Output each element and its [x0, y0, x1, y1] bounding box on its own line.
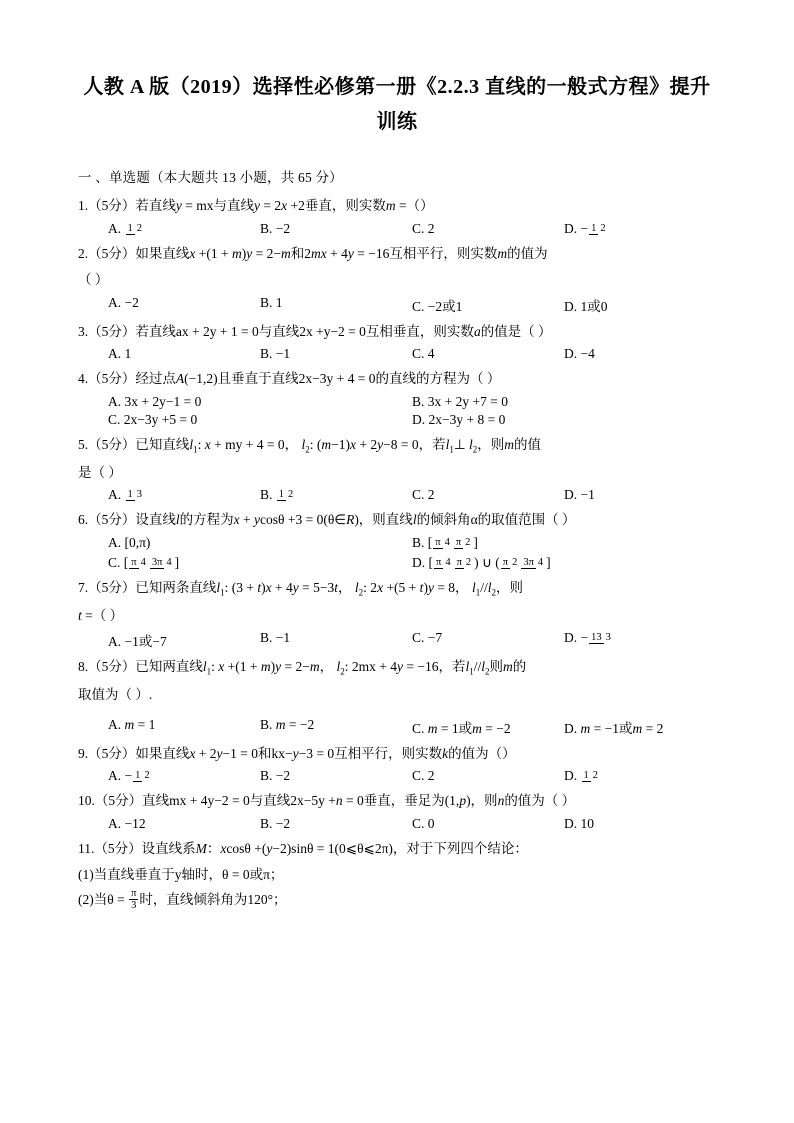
- option-b[interactable]: B. 1: [260, 294, 283, 310]
- option-b[interactable]: B. 1 2: [260, 487, 294, 503]
- question-options: [78, 295, 716, 315]
- option-c[interactable]: C. [ π 4 3π 4 ]: [108, 555, 180, 571]
- question-stem-cont: 取值为（ ）.: [78, 686, 153, 702]
- option-a[interactable]: A. 3x + 2y−1 = 0: [108, 394, 202, 410]
- question-stem: 8.（5分）已知两直线$l_1$: x +(1 + m)y = 2−m， $l_2$: 2mx + 4y = −16，若$l_1//l_2$则m的: [78, 659, 527, 678]
- question-options: [78, 630, 716, 650]
- option-c[interactable]: C. 4: [412, 346, 435, 362]
- option-a[interactable]: A. [0,π): [108, 535, 151, 551]
- page-content: [78, 70, 716, 916]
- option-a[interactable]: A. 1: [108, 346, 132, 362]
- option-c[interactable]: C. −7: [412, 630, 443, 646]
- question-options: [78, 346, 716, 362]
- option-d[interactable]: D. − 1 2: [564, 220, 606, 236]
- question-stem: 1.（5分）若直线y = mx与直线y = 2x +2垂直，则实数m =（）: [78, 198, 434, 213]
- question-stem: 4.（5分）经过点A(−1,2)且垂直于直线2x−3y + 4 = 0的直线的方程为（ ）: [78, 371, 501, 387]
- question-options: [78, 221, 716, 237]
- option-d[interactable]: D. 1或0: [564, 298, 608, 314]
- option-b[interactable]: B. −2: [260, 768, 291, 784]
- option-c[interactable]: C. 2: [412, 768, 435, 784]
- option-d[interactable]: D. − 13 3: [564, 630, 611, 646]
- page-title: 人教 A 版（2019）选择性必修第一册《2.2.3 直线的一般式方程》提升训练: [83, 76, 711, 133]
- question-options-row2: [78, 555, 716, 571]
- option-d[interactable]: D. [ π 4 π 2 ) ∪ ( π 2 3π 4 ]: [412, 555, 551, 571]
- question-options-row2: [78, 412, 716, 428]
- option-c[interactable]: C. 0: [412, 816, 435, 832]
- option-c[interactable]: C. −2或1: [412, 298, 463, 314]
- question-stem: 2.（5分）如果直线x +(1 + m)y = 2−m和2mx + 4y = −16互相平行，则实数m的值为: [78, 245, 548, 261]
- option-a[interactable]: A. −12: [108, 816, 146, 832]
- question-stem-cont: 是（ ）: [78, 464, 122, 480]
- question-stem-cont: （ ）: [78, 271, 109, 287]
- option-b[interactable]: B. −2: [260, 816, 291, 832]
- question-options: [78, 816, 716, 832]
- question-options: [78, 487, 716, 503]
- question-options: [78, 768, 716, 784]
- question-stem: 11.（5分）设直线系M：xcosθ +(y−2)sinθ = 1(0⩽θ⩽2π)，对于下列四个结论：: [78, 841, 528, 857]
- question-subline: (2)当θ = $\frac{\pi}{3}$ 时，直线倾斜角为120°；: [78, 888, 287, 912]
- option-c[interactable]: C. m = 1或m = −2: [412, 720, 511, 736]
- option-a[interactable]: A. 1 3: [108, 487, 142, 503]
- option-b[interactable]: B. −2: [260, 220, 291, 236]
- option-b[interactable]: B. 3x + 2y +7 = 0: [412, 394, 508, 410]
- option-d[interactable]: D. 2x−3y + 8 = 0: [412, 412, 506, 428]
- option-d[interactable]: D. −4: [564, 346, 595, 362]
- question-subline: (1)当直线垂直于y轴时，θ = 0或π；: [78, 867, 284, 883]
- question-stem: 10.（5分）直线mx + 4y−2 = 0与直线2x−5y +n = 0垂直，垂足为(1,p)，则n的值为（ ）: [78, 793, 576, 809]
- option-a[interactable]: A. −2: [108, 294, 139, 310]
- option-a[interactable]: A. − 1 2: [108, 768, 150, 784]
- question-stem: 5.（5分）已知直线$l_1$: x + my + 4 = 0， $l_2$: (m−1)x + 2y−8 = 0，若$l_1\perp$ $l_2$，则m的值: [78, 437, 542, 455]
- option-d[interactable]: D. m = −1或m = 2: [564, 720, 664, 736]
- option-b[interactable]: B. −1: [260, 630, 291, 646]
- option-b[interactable]: B. −1: [260, 346, 291, 362]
- option-c[interactable]: C. 2: [412, 220, 435, 236]
- question-options: [78, 717, 716, 737]
- option-d[interactable]: D. −1: [564, 487, 595, 503]
- question-options: [78, 394, 716, 410]
- question-options: [78, 535, 716, 551]
- option-c[interactable]: C. 2: [412, 487, 435, 503]
- option-b[interactable]: B. [ π 4 π 2 ]: [412, 535, 478, 551]
- question-stem: 7.（5分）已知两条直线$l_1$: (3 + t)x + 4y = 5−3t， $l_2$: 2x +(5 + t)y = 8， $l_1//l_2$，则: [78, 580, 523, 598]
- option-a[interactable]: A. 1 2: [108, 220, 142, 236]
- question-stem: 3.（5分）若直线ax + 2y + 1 = 0与直线2x +y−2 = 0互相垂直，则实数a的值是（ ）: [78, 323, 552, 339]
- option-d[interactable]: D. 10: [564, 816, 594, 832]
- option-b[interactable]: B. m = −2: [260, 716, 315, 732]
- question-stem-cont: t =（ ）: [78, 607, 124, 623]
- section-heading: 一 、单选题（本大题共 13 小题，共 65 分）: [78, 170, 343, 185]
- question-stem: 6.（5分）设直线l的方程为x + ycosθ +3 = 0(θ∈R)，则直线l的倾斜角α的取值范围（ ）: [78, 512, 576, 528]
- option-a[interactable]: A. m = 1: [108, 716, 156, 732]
- option-a[interactable]: A. −1或−7: [108, 634, 167, 650]
- option-c[interactable]: C. 2x−3y +5 = 0: [108, 412, 198, 428]
- option-d[interactable]: D. 1 2: [564, 768, 598, 784]
- question-stem: 9.（5分）如果直线x + 2y−1 = 0和kx−y−3 = 0互相平行，则实数k的值为（）: [78, 745, 516, 761]
